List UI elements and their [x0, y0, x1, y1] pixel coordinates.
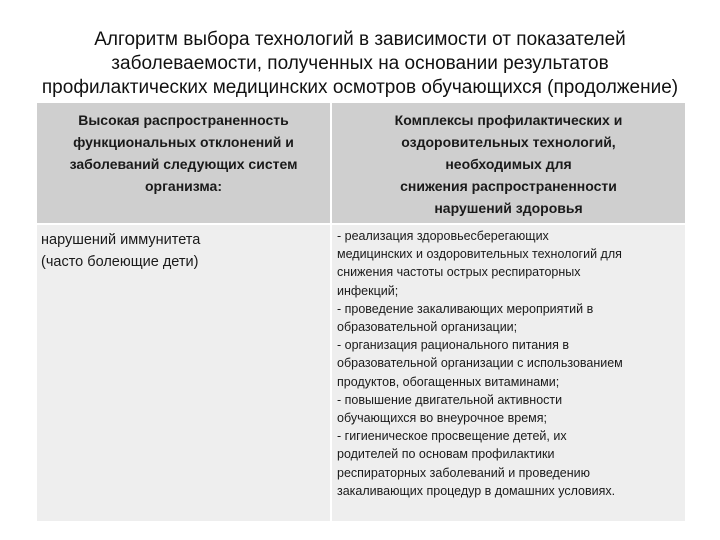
technology-line: образовательной организации с использованием [337, 356, 623, 371]
condition-cell [37, 224, 331, 521]
title-line: профилактических медицинских осмотров обучающихся (продолжение) [41, 77, 679, 98]
technology-line: - реализация здоровьесберегающих [337, 229, 549, 243]
technologies-cell [331, 224, 685, 521]
technology-line: обучающихся во внеурочное время; [337, 411, 547, 426]
header-line: Комплексы профилактических и [394, 112, 623, 128]
header-line: нарушений здоровья [434, 200, 583, 216]
header-line: функциональных отклонений и [73, 134, 294, 150]
technology-line: медицинских и оздоровительных технологий для [337, 247, 622, 262]
technology-line: - повышение двигательной активности [337, 392, 563, 407]
header-line: необходимых для [445, 156, 572, 172]
table-header-row [37, 103, 685, 224]
header-line: Высокая распространенность [78, 112, 289, 128]
technology-line: образовательной организации; [337, 320, 518, 335]
header-line: снижения распространенности [400, 178, 617, 194]
algorithm-table [37, 103, 685, 521]
technology-line: - организация рационального питания в [337, 338, 570, 353]
technology-line: - гигиеническое просвещение детей, их [337, 429, 567, 444]
header-line: заболеваний следующих систем [69, 156, 298, 172]
condition-line: нарушений иммунитета [41, 232, 201, 248]
technology-line: инфекций; [337, 283, 399, 298]
header-cell-systems [37, 103, 331, 224]
technology-line: закаливающих процедур в домашних условиях. [337, 483, 616, 498]
title-line: заболеваемости, полученных на основании результатов [111, 53, 609, 74]
technology-line: респираторных заболеваний и проведению [337, 465, 591, 480]
header-line: оздоровительных технологий, [401, 134, 616, 150]
condition-line: (часто болеющие дети) [41, 254, 199, 270]
technology-line: снижения частоты острых респираторных [337, 265, 581, 280]
header-cell-technologies [331, 103, 685, 224]
header-line: организма: [144, 178, 222, 194]
page-title [20, 28, 700, 100]
technology-line: - проведение закаливающих мероприятий в [337, 301, 594, 316]
title-line: Алгоритм выбора технологий в зависимости от показателей [94, 29, 626, 50]
technology-line: родителей по основам профилактики [337, 447, 555, 462]
technology-line: продуктов, обогащенных витаминами; [337, 374, 560, 389]
table-row [37, 224, 685, 521]
